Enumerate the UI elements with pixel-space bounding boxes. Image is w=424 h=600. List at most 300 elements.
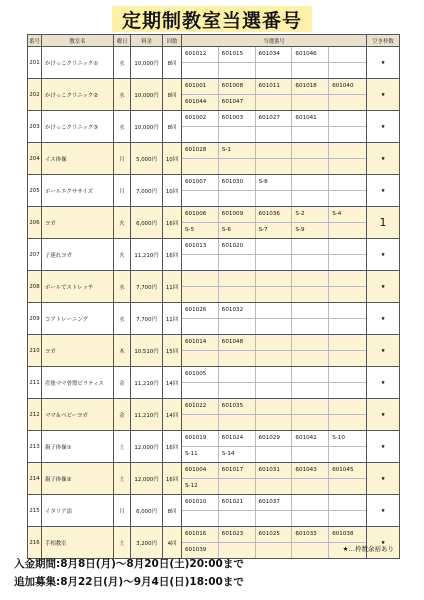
winning-number: 601013 xyxy=(182,239,219,255)
payment-period: 入金期間:8月8日(月)～8月20日(土)20:00まで xyxy=(14,558,244,570)
class-times: 10回 xyxy=(163,143,182,175)
winning-number xyxy=(292,175,329,191)
table-row xyxy=(28,463,400,495)
winning-numbers-cell xyxy=(182,527,367,559)
table-row xyxy=(28,239,400,271)
winning-number xyxy=(256,143,293,159)
winning-number: S-9 xyxy=(292,223,329,239)
winning-number xyxy=(256,479,293,495)
winning-numbers-cell xyxy=(182,303,367,335)
winning-number: 601017 xyxy=(219,463,256,479)
winning-number: 601045 xyxy=(329,463,366,479)
winning-number xyxy=(182,127,219,143)
winning-number xyxy=(219,255,256,271)
title-area xyxy=(0,6,424,34)
class-day: 金 xyxy=(114,367,131,399)
class-day: 木 xyxy=(114,335,131,367)
winning-number xyxy=(329,495,366,511)
winning-number: 601029 xyxy=(256,431,293,447)
winning-number xyxy=(182,191,219,207)
vacancy-indicator: 1 xyxy=(367,207,400,239)
winning-numbers-grid xyxy=(182,143,366,174)
winning-number xyxy=(329,47,366,63)
winning-number: 601046 xyxy=(292,47,329,63)
winning-number xyxy=(256,271,293,287)
lottery-table xyxy=(27,34,400,559)
winning-number xyxy=(182,271,219,287)
class-times: 14回 xyxy=(163,367,182,399)
winning-number: 601025 xyxy=(256,527,293,543)
winning-numbers-cell xyxy=(182,207,367,239)
additional-recruitment-period: 追加募集:8月22日(月)～9月4日(日)18:00まで xyxy=(14,576,244,588)
class-fee: 11,210円 xyxy=(131,399,163,431)
class-fee: 7,700円 xyxy=(131,271,163,303)
class-fee: 6,000円 xyxy=(131,207,163,239)
winning-number: 601005 xyxy=(182,367,219,383)
winning-number: 601023 xyxy=(219,527,256,543)
class-day: 土 xyxy=(114,527,131,559)
class-number: 205 xyxy=(28,175,42,207)
class-times: 8回 xyxy=(163,79,182,111)
header-number: 番号 xyxy=(28,35,42,47)
winning-number xyxy=(329,223,366,239)
winning-number: 601040 xyxy=(329,79,366,95)
winning-number: 601038 xyxy=(329,527,366,543)
table-row xyxy=(28,303,400,335)
header-vacancy: 空き枠数 xyxy=(367,35,400,47)
winning-number: 601009 xyxy=(219,207,256,223)
winning-number: 601041 xyxy=(292,111,329,127)
winning-number: 601047 xyxy=(219,95,256,111)
class-fee: 10,000円 xyxy=(131,79,163,111)
header-day: 曜日 xyxy=(114,35,131,47)
class-name: かけっこクリニック① xyxy=(42,47,114,79)
winning-number xyxy=(329,399,366,415)
class-number: 210 xyxy=(28,335,42,367)
winning-numbers-cell xyxy=(182,271,367,303)
vacancy-indicator: ★ xyxy=(367,335,400,367)
table-row xyxy=(28,207,400,239)
class-number: 204 xyxy=(28,143,42,175)
winning-number xyxy=(329,335,366,351)
class-name: イタリア語 xyxy=(42,495,114,527)
winning-number xyxy=(329,63,366,79)
vacancy-indicator: ★ xyxy=(367,271,400,303)
class-times: 8回 xyxy=(163,495,182,527)
winning-number: 601042 xyxy=(292,431,329,447)
winning-number xyxy=(329,255,366,271)
winning-number xyxy=(256,63,293,79)
winning-number: 601035 xyxy=(219,399,256,415)
winning-number xyxy=(219,287,256,303)
table-body xyxy=(28,47,400,559)
winning-number xyxy=(329,159,366,175)
winning-number xyxy=(256,319,293,335)
winning-number: 601016 xyxy=(182,527,219,543)
vacancy-indicator: ★ xyxy=(367,463,400,495)
winning-numbers-grid xyxy=(182,335,366,366)
class-fee: 6,000円 xyxy=(131,495,163,527)
winning-number xyxy=(329,95,366,111)
winning-number xyxy=(182,415,219,431)
header-class-name: 教室名 xyxy=(42,35,114,47)
winning-number xyxy=(182,159,219,175)
winning-number: S-8 xyxy=(256,175,293,191)
winning-number xyxy=(256,383,293,399)
class-number: 201 xyxy=(28,47,42,79)
table-row xyxy=(28,175,400,207)
class-day: 火 xyxy=(114,239,131,271)
table-row xyxy=(28,367,400,399)
winning-number xyxy=(292,447,329,463)
legend-note: ★…枠数余裕あり xyxy=(342,545,394,553)
winning-number: 601034 xyxy=(256,47,293,63)
winning-number: S-6 xyxy=(219,223,256,239)
class-name: 産後ママ骨盤ピラティス xyxy=(42,367,114,399)
winning-number xyxy=(182,383,219,399)
winning-number xyxy=(329,271,366,287)
winning-numbers-grid xyxy=(182,303,366,334)
winning-number: 601018 xyxy=(292,79,329,95)
winning-number xyxy=(292,159,329,175)
winning-number xyxy=(292,495,329,511)
winning-number xyxy=(182,287,219,303)
winning-number xyxy=(219,63,256,79)
winning-number xyxy=(256,191,293,207)
winning-numbers-grid xyxy=(182,367,366,398)
winning-numbers-grid xyxy=(182,271,366,302)
winning-number xyxy=(329,191,366,207)
class-name: 親子体操② xyxy=(42,463,114,495)
winning-number xyxy=(256,543,293,559)
winning-number xyxy=(256,351,293,367)
winning-number xyxy=(256,287,293,303)
winning-numbers-grid xyxy=(182,431,366,462)
winning-number: 601043 xyxy=(292,463,329,479)
class-fee: 10,000円 xyxy=(131,47,163,79)
winning-number: 601004 xyxy=(182,463,219,479)
winning-number xyxy=(219,415,256,431)
class-name: ヨガ xyxy=(42,335,114,367)
winning-number xyxy=(292,399,329,415)
winning-number: 601048 xyxy=(219,335,256,351)
winning-number xyxy=(329,175,366,191)
table-row xyxy=(28,527,400,559)
winning-number xyxy=(292,367,329,383)
winning-numbers-cell xyxy=(182,175,367,207)
winning-numbers-cell xyxy=(182,143,367,175)
table-header-row xyxy=(28,35,400,47)
class-number: 214 xyxy=(28,463,42,495)
winning-numbers-cell xyxy=(182,463,367,495)
class-times: 11回 xyxy=(163,303,182,335)
winning-number xyxy=(256,335,293,351)
winning-number xyxy=(219,191,256,207)
class-day: 水 xyxy=(114,79,131,111)
winning-number xyxy=(292,351,329,367)
winning-number: 601036 xyxy=(256,207,293,223)
winning-number xyxy=(292,95,329,111)
winning-numbers-grid xyxy=(182,239,366,270)
winning-number: 601037 xyxy=(256,495,293,511)
class-times: 16回 xyxy=(163,431,182,463)
table-row xyxy=(28,143,400,175)
winning-number: S-7 xyxy=(256,223,293,239)
winning-number: 601024 xyxy=(219,431,256,447)
winning-number xyxy=(329,303,366,319)
winning-number: S-2 xyxy=(292,207,329,223)
winning-numbers-grid xyxy=(182,175,366,206)
table-row xyxy=(28,47,400,79)
class-fee: 12,000円 xyxy=(131,463,163,495)
winning-number xyxy=(256,447,293,463)
winning-number xyxy=(256,159,293,175)
class-name: ボールエクササイズ xyxy=(42,175,114,207)
class-number: 203 xyxy=(28,111,42,143)
winning-numbers-cell xyxy=(182,335,367,367)
vacancy-indicator: ★ xyxy=(367,47,400,79)
class-day: 水 xyxy=(114,111,131,143)
winning-number xyxy=(292,271,329,287)
winning-number xyxy=(256,399,293,415)
vacancy-indicator: ★ xyxy=(367,111,400,143)
winning-number: 601027 xyxy=(256,111,293,127)
class-day: 土 xyxy=(114,431,131,463)
vacancy-indicator: ★ xyxy=(367,527,400,559)
winning-number: S-14 xyxy=(219,447,256,463)
table-row xyxy=(28,111,400,143)
winning-number xyxy=(219,271,256,287)
winning-number xyxy=(292,239,329,255)
winning-number: 601020 xyxy=(219,239,256,255)
table-row xyxy=(28,79,400,111)
class-day: 水 xyxy=(114,303,131,335)
class-name: 子連れヨガ xyxy=(42,239,114,271)
winning-number: S-5 xyxy=(182,223,219,239)
winning-number xyxy=(292,335,329,351)
class-day: 土 xyxy=(114,463,131,495)
winning-number: S-10 xyxy=(329,431,366,447)
class-number: 209 xyxy=(28,303,42,335)
class-number: 206 xyxy=(28,207,42,239)
class-fee: 11,210円 xyxy=(131,367,163,399)
class-name: ボールでストレッチ xyxy=(42,271,114,303)
winning-numbers-cell xyxy=(182,367,367,399)
vacancy-indicator: ★ xyxy=(367,303,400,335)
winning-number xyxy=(329,111,366,127)
winning-numbers-cell xyxy=(182,239,367,271)
class-number: 213 xyxy=(28,431,42,463)
class-number: 202 xyxy=(28,79,42,111)
table-row xyxy=(28,431,400,463)
winning-number xyxy=(256,239,293,255)
winning-number xyxy=(329,479,366,495)
winning-number xyxy=(292,63,329,79)
vacancy-indicator: ★ xyxy=(367,495,400,527)
class-fee: 12,000円 xyxy=(131,431,163,463)
class-fee: 5,000円 xyxy=(131,143,163,175)
vacancy-indicator: ★ xyxy=(367,399,400,431)
winning-number xyxy=(219,383,256,399)
class-day: 水 xyxy=(114,47,131,79)
class-day: 火 xyxy=(114,207,131,239)
table-row xyxy=(28,399,400,431)
winning-number xyxy=(292,287,329,303)
header-times: 回数 xyxy=(163,35,182,47)
winning-number: 601002 xyxy=(182,111,219,127)
winning-number: 601026 xyxy=(182,303,219,319)
winning-number: 601039 xyxy=(182,543,219,559)
class-times: 4回 xyxy=(163,527,182,559)
table-row xyxy=(28,495,400,527)
page-title: 定期制教室当選番号 xyxy=(121,9,302,32)
vacancy-indicator: ★ xyxy=(367,367,400,399)
winning-number xyxy=(329,351,366,367)
winning-number: S-12 xyxy=(182,479,219,495)
winning-number: 601010 xyxy=(182,495,219,511)
winning-number: 601019 xyxy=(182,431,219,447)
class-name: かけっこクリニック③ xyxy=(42,111,114,143)
class-name: ヨガ xyxy=(42,207,114,239)
winning-numbers-cell xyxy=(182,495,367,527)
class-day: 金 xyxy=(114,399,131,431)
class-name: コアトレーニング xyxy=(42,303,114,335)
winning-numbers-cell xyxy=(182,431,367,463)
class-times: 8回 xyxy=(163,47,182,79)
winning-numbers-cell xyxy=(182,111,367,143)
winning-number xyxy=(292,143,329,159)
vacancy-indicator: ★ xyxy=(367,431,400,463)
class-fee: 11,210円 xyxy=(131,239,163,271)
winning-number: 601008 xyxy=(219,79,256,95)
vacancy-indicator: ★ xyxy=(367,79,400,111)
winning-number xyxy=(292,303,329,319)
vacancy-indicator: ★ xyxy=(367,143,400,175)
winning-number: 601044 xyxy=(182,95,219,111)
class-times: 14回 xyxy=(163,399,182,431)
class-fee: 7,700円 xyxy=(131,303,163,335)
winning-number: 601022 xyxy=(182,399,219,415)
winning-number: 601032 xyxy=(219,303,256,319)
class-number: 208 xyxy=(28,271,42,303)
winning-numbers-grid xyxy=(182,207,366,238)
winning-number xyxy=(329,143,366,159)
winning-number xyxy=(219,367,256,383)
class-number: 216 xyxy=(28,527,42,559)
winning-number xyxy=(219,319,256,335)
winning-number: S-11 xyxy=(182,447,219,463)
winning-number xyxy=(292,511,329,527)
winning-numbers-cell xyxy=(182,399,367,431)
class-fee: 10,510円 xyxy=(131,335,163,367)
winning-number xyxy=(292,543,329,559)
winning-number xyxy=(256,367,293,383)
winning-number xyxy=(329,367,366,383)
class-day: 月 xyxy=(114,175,131,207)
header-winning-numbers: 当選番号 xyxy=(182,35,367,47)
winning-number: S-1 xyxy=(219,143,256,159)
winning-number xyxy=(256,255,293,271)
class-times: 11回 xyxy=(163,271,182,303)
class-times: 16回 xyxy=(163,207,182,239)
winning-number xyxy=(292,319,329,335)
class-times: 16回 xyxy=(163,463,182,495)
winning-number: 601030 xyxy=(219,175,256,191)
header-fee: 料金 xyxy=(131,35,163,47)
vacancy-indicator: ★ xyxy=(367,239,400,271)
winning-number xyxy=(182,63,219,79)
class-name: ママ＆ベビーヨガ xyxy=(42,399,114,431)
winning-numbers-grid xyxy=(182,399,366,430)
winning-number: 601007 xyxy=(182,175,219,191)
winning-number xyxy=(182,319,219,335)
winning-number xyxy=(219,479,256,495)
class-fee: 3,200円 xyxy=(131,527,163,559)
class-number: 207 xyxy=(28,239,42,271)
winning-numbers-cell xyxy=(182,79,367,111)
winning-number xyxy=(256,415,293,431)
class-number: 212 xyxy=(28,399,42,431)
class-times: 16回 xyxy=(163,239,182,271)
winning-number xyxy=(256,95,293,111)
winning-number xyxy=(292,479,329,495)
winning-number xyxy=(292,415,329,431)
winning-numbers-grid xyxy=(182,47,366,78)
winning-number: 601021 xyxy=(219,495,256,511)
winning-number: 601012 xyxy=(182,47,219,63)
table-row xyxy=(28,335,400,367)
winning-number xyxy=(329,319,366,335)
winning-number xyxy=(256,127,293,143)
winning-number: 601033 xyxy=(292,527,329,543)
winning-number xyxy=(329,239,366,255)
winning-numbers-grid xyxy=(182,111,366,142)
winning-number xyxy=(256,511,293,527)
winning-number xyxy=(219,159,256,175)
winning-number xyxy=(329,287,366,303)
winning-number xyxy=(256,303,293,319)
table-row xyxy=(28,271,400,303)
winning-number xyxy=(292,127,329,143)
winning-number xyxy=(182,351,219,367)
class-number: 211 xyxy=(28,367,42,399)
winning-number xyxy=(182,255,219,271)
class-number: 215 xyxy=(28,495,42,527)
class-times: 10回 xyxy=(163,175,182,207)
winning-number: 601006 xyxy=(182,207,219,223)
class-times: 8回 xyxy=(163,111,182,143)
winning-number xyxy=(329,415,366,431)
class-fee: 7,000円 xyxy=(131,175,163,207)
winning-number xyxy=(219,351,256,367)
class-name: かけっこクリニック② xyxy=(42,79,114,111)
vacancy-indicator: ★ xyxy=(367,175,400,207)
winning-number: 601014 xyxy=(182,335,219,351)
class-times: 15回 xyxy=(163,335,182,367)
winning-number: 601015 xyxy=(219,47,256,63)
class-name: イス体操 xyxy=(42,143,114,175)
winning-number xyxy=(292,255,329,271)
class-fee: 10,000円 xyxy=(131,111,163,143)
winning-number xyxy=(329,511,366,527)
class-day: 水 xyxy=(114,271,131,303)
winning-numbers-cell xyxy=(182,47,367,79)
winning-number xyxy=(219,127,256,143)
winning-numbers-grid xyxy=(182,463,366,494)
winning-number xyxy=(329,127,366,143)
winning-number: 601028 xyxy=(182,143,219,159)
winning-number xyxy=(292,191,329,207)
